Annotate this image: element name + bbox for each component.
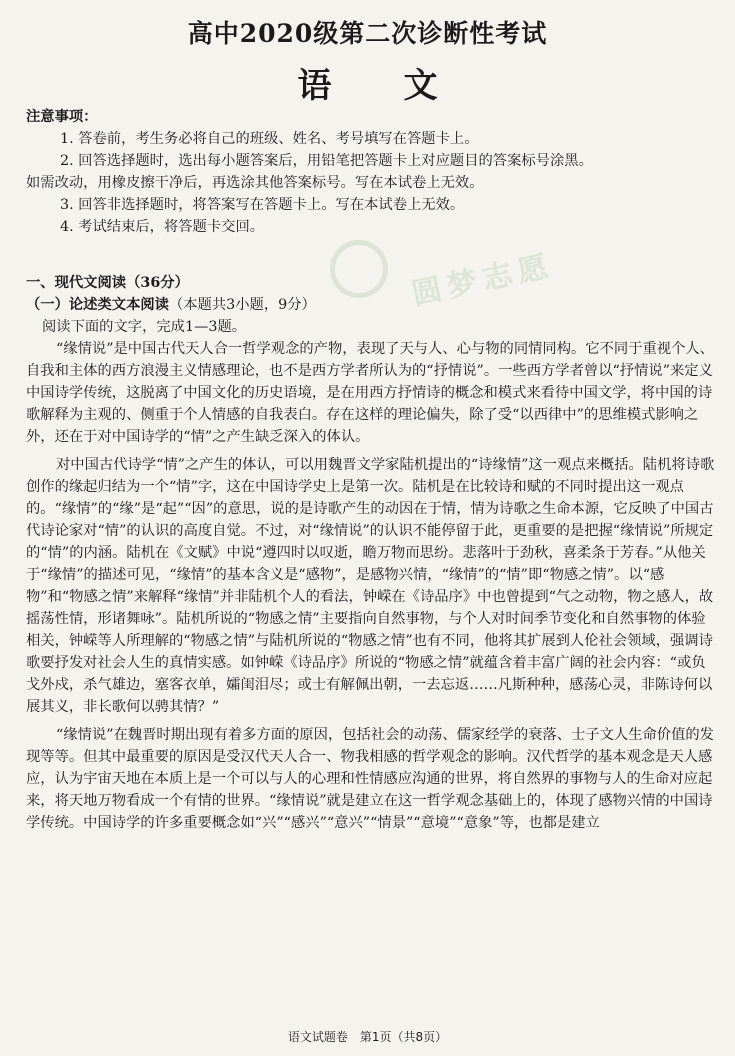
instruction: 阅读下面的文字，完成1—3题。: [42, 319, 247, 335]
passage-paragraph-2: 对中国古代诗学“情”之产生的体认，可以用魏晋文学家陆机提出的“诗缘情”这一观点来概括。陆机将诗歌创作的缘起归结为一个“情”字，这在中国诗学史上是第一次。陆机是在比较诗和赋的不同时提出这一观点的。“缘情”的“缘”是“起”“因”的意思，说的是诗歌产生的动因在于情，情为诗歌之生命本源，它反映了中国古代诗论家对“情”的认识的高度自觉。不过，对“缘情说”的认识不能停留于此，更重要的是把握“缘情说”所规定的“情”的内涵。陆机在《文赋》中说“遵四时以叹逝，瞻万物而思纷。悲落叶于劲秋，喜柔条于芳春。”从他关于“缘情”的描述可见，“缘情”的基本含义是“感物”，是感物兴情，“缘情”的“情”即“物感之情”。以“感物”和“物感之情”来解释“缘情”并非陆机个人的看法，钟嵘在《诗品序》中也曾提到“气之动物，物之感人，故摇荡性情，形诸舞咏”。陆机所说的“物感之情”主要指向自然事物，与个人对时间季节变化和自然事物的体验相关，钟嵘等人所理解的“物感之情”与陆机所说的“物感之情”也有不同，他将其扩展到人伦社会领域，强调诗歌要抒发对社会人生的真情实感。如钟嵘《诗品序》所说的“物感之情”就蕴含着丰富广阔的社会内容：“或负戈外戍，杀气雄边，塞客衣单，孀闺泪尽；或士有解佩出朝，一去忘返……凡斯种种，感荡心灵，非陈诗何以展其义，非长歌何以骋其情？”: [26, 457, 715, 715]
section-heading: 一、现代文阅读（36分）: [26, 275, 189, 291]
notice-item: 3. 回答非选择题时，将答案写在答题卡上。写在本试卷上无效。: [60, 197, 465, 213]
notice-item: 如需改动，用橡皮擦干净后，再选涂其他答案标号。写在本试卷上无效。: [26, 175, 484, 191]
passage-paragraph-1: “缘情说”是中国古代天人合一哲学观念的产物，表现了天与人、心与物的同情同构。它不同于重视个人、自我和主体的西方浪漫主义情感理论，也不是西方学者所认为的“抒情说”。一些西方学者曾以“抒情说”来定义中国诗学传统，这脱离了中国文化的历史语境，是在用西方抒情诗的概念和模式来看待中国文学，将中国的诗歌解释为主观的、侧重于个人情感的自我表白。存在这样的理论偏失，除了受“以西律中”的思维模式影响之外，还在于对中国诗学的“情”之产生缺乏深入的体认。: [26, 341, 714, 445]
sub-heading-title: （一）论述类文本阅读: [26, 297, 169, 313]
notice-heading: 注意事项：: [26, 109, 98, 125]
reading-section: [26, 272, 716, 834]
watermark-text: 圆梦志愿: [408, 248, 557, 313]
passage-paragraph-3: “缘情说”在魏晋时期出现有着多方面的原因，包括社会的动荡、儒家经学的衰落、士子文人生命价值的发现等等。但其中最重要的原因是受汉代天人合一、物我相感的哲学观念的影响。汉代哲学的基本观念是天人感应，认为宇宙天地在本质上是一个可以与人的心理和性情感应沟通的世界，将自然界的事物与人的生命对应起来，将天地万物看成一个有情的世界。“缘情说”就是建立在这一哲学观念基础上的，体现了感物兴情的中国诗学传统。中国诗学的许多重要概念如“兴”“感兴”“意兴”“情景”“意境”“意象”等，也都是建立: [26, 727, 714, 831]
subject-title: 语文: [297, 66, 510, 106]
notice-item: 1. 答卷前，考生务必将自己的班级、姓名、考号填写在答题卡上。: [60, 131, 479, 147]
sub-heading: [26, 294, 716, 316]
notice-block: [26, 106, 716, 238]
exam-title: 高中2020级第二次诊断性考试: [187, 19, 548, 48]
page-footer: 语文试题卷 第1页（共8页）: [287, 1030, 448, 1044]
sub-heading-score: （本题共3小题，9分）: [168, 297, 316, 313]
notice-item: 2. 回答选择题时，选出每小题答案后，用铅笔把答题卡上对应题目的答案标号涂黑。: [60, 153, 593, 169]
notice-item: 4. 考试结束后，将答题卡交回。: [60, 219, 265, 235]
